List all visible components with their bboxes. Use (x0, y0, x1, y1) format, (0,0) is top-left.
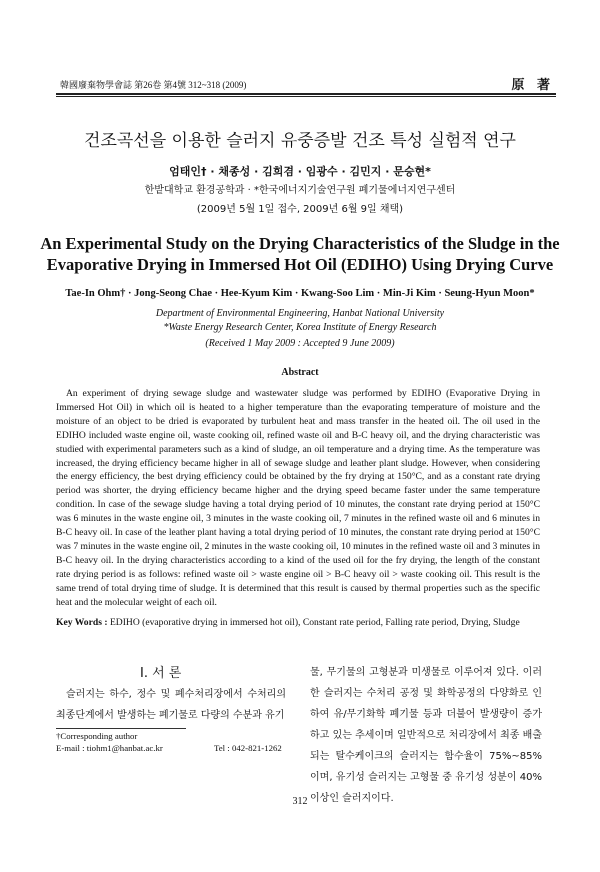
page-number: 312 (292, 796, 308, 807)
english-received-date: (Received 1 May 2009 : Accepted 9 June 2009) (205, 338, 395, 349)
english-title: An Experimental Study on the Drying Characteristics of the Sludge in the Evaporative Drying in Immersed Hot Oil (EDIHO) Using Drying Curve (40, 234, 560, 274)
footnote-email: E-mail : tiohm1@hanbat.ac.kr (56, 743, 163, 753)
affiliation-line-2: *Waste Energy Research Center, Korea Institute of Energy Research (163, 322, 437, 333)
footnote-corresponding: †Corresponding author (56, 731, 138, 741)
keywords-label: Key Words : (56, 617, 108, 628)
body-column-right: 물, 무기물의 고형분과 미생물로 이루어져 있다. 이러한 슬러지는 수처리 공정 및 화학공정의 다양화로 인하여 유/무기화학 폐기물 등과 더불어 발생량이 증가하고 있는 추세이며 일반적으로 처리장에서 최종 배출되는 탈수케이크의 슬러지는 함수율이 75%~85% 이며, 유기성 슬러지는 고형물 중 유기성 성분이 40% 이상인 슬러지이다. (310, 667, 542, 804)
abstract-body: An experiment of drying sewage sludge and wastewater sludge was performed by EDIHO (Evaporative Drying in Immersed Hot Oil) in which oil is heated to a higher temperature than the evaporating temperature of moisture and the moisture of an object to be dried is evaporated by turbulent heat and mass transfer in the heated oil. The oil used in the EDIHO included waste engine oil, waste cooking oil, refined waste oil and B-C heavy oil, and the drying characteristic was studied with experimental parameters such as a kind of sludge, an oil temperature and a drying time. As the temperature was increased, the drying efficiency became higher in all of sewage sludge and leather plant sludge. However, when considering the energy efficiency, the best drying efficiency could be obtained by the fry drying at 150°C, and as a constant rate drying period was shorter, the drying efficiency became higher and the drying speed became faster under the same temperature condition. In case of the sewage sludge having a total drying period of 10 minutes, the constant rate drying period at 150°C was 6 minutes in the waste engine oil, 3 minutes in the waste cooking oil, 7 minutes in the refined waste oil and 6 minutes in B-C heavy oil. In case of the leather plant having a total drying period of 10 minutes, the constant rate drying period at 150°C was 7 minutes in the waste engine oil, 2 minutes in the waste cooking oil, 10 minutes in the refined waste oil and 3 minutes in B-C heavy oil. In the drying characteristics according to a kind of the used oil for the fry drying, the length of the constant rate drying period is as follows: refined waste oil > waste engine oil > B-C heavy oil > waste cooking oil. This result is the same trend of total drying time of sludge. It is determined that this result is caused by thermal properties such as the specific heat and the molecular weight of each oil. (56, 388, 540, 608)
abstract-heading: Abstract (281, 367, 319, 378)
journal-citation: 韓國廢棄物學會誌 第26卷 第4號 312~318 (2009) (60, 80, 247, 90)
header-rule (56, 93, 556, 95)
korean-title: 건조곡선을 이용한 슬러지 유중증발 건조 특성 실험적 연구 (84, 131, 516, 151)
korean-authors: 엄태인† · 채종성 · 김희겸 · 임광수 · 김민지 · 문승현* (169, 165, 431, 178)
article-type: 原 著 (511, 78, 554, 93)
footnote-tel: Tel : 042-821-1262 (214, 743, 282, 753)
footnote-rule (56, 728, 186, 729)
running-header (60, 74, 556, 92)
body-column-left: 슬러지는 하수, 정수 및 폐수처리장에서 수처리의 최종단계에서 발생하는 폐기물로 다량의 수분과 유기 (56, 689, 286, 721)
english-affiliation (0, 307, 600, 335)
affiliation-line-1: Department of Environmental Engineering, Hanbat National University (155, 308, 445, 319)
keywords (56, 616, 546, 629)
english-authors: Tae-In Ohm† · Jong-Seong Chae · Hee-Kyum Kim · Kwang-Soo Lim · Min-Ji Kim · Seung-Hyun Moon* (65, 288, 535, 299)
korean-affiliation: 한밭대학교 환경공학과 · *한국에너지기술연구원 폐기물에너지연구센터 (144, 185, 456, 196)
keywords-text: EDIHO (evaporative drying in immersed hot oil), Constant rate period, Falling rate period, Drying, Sludge (109, 617, 520, 628)
section-heading: I. 서 론 (140, 666, 182, 681)
korean-received-date: (2009년 5월 1일 접수, 2009년 6월 9일 채택) (196, 204, 404, 215)
header-rule-thin (56, 96, 556, 97)
